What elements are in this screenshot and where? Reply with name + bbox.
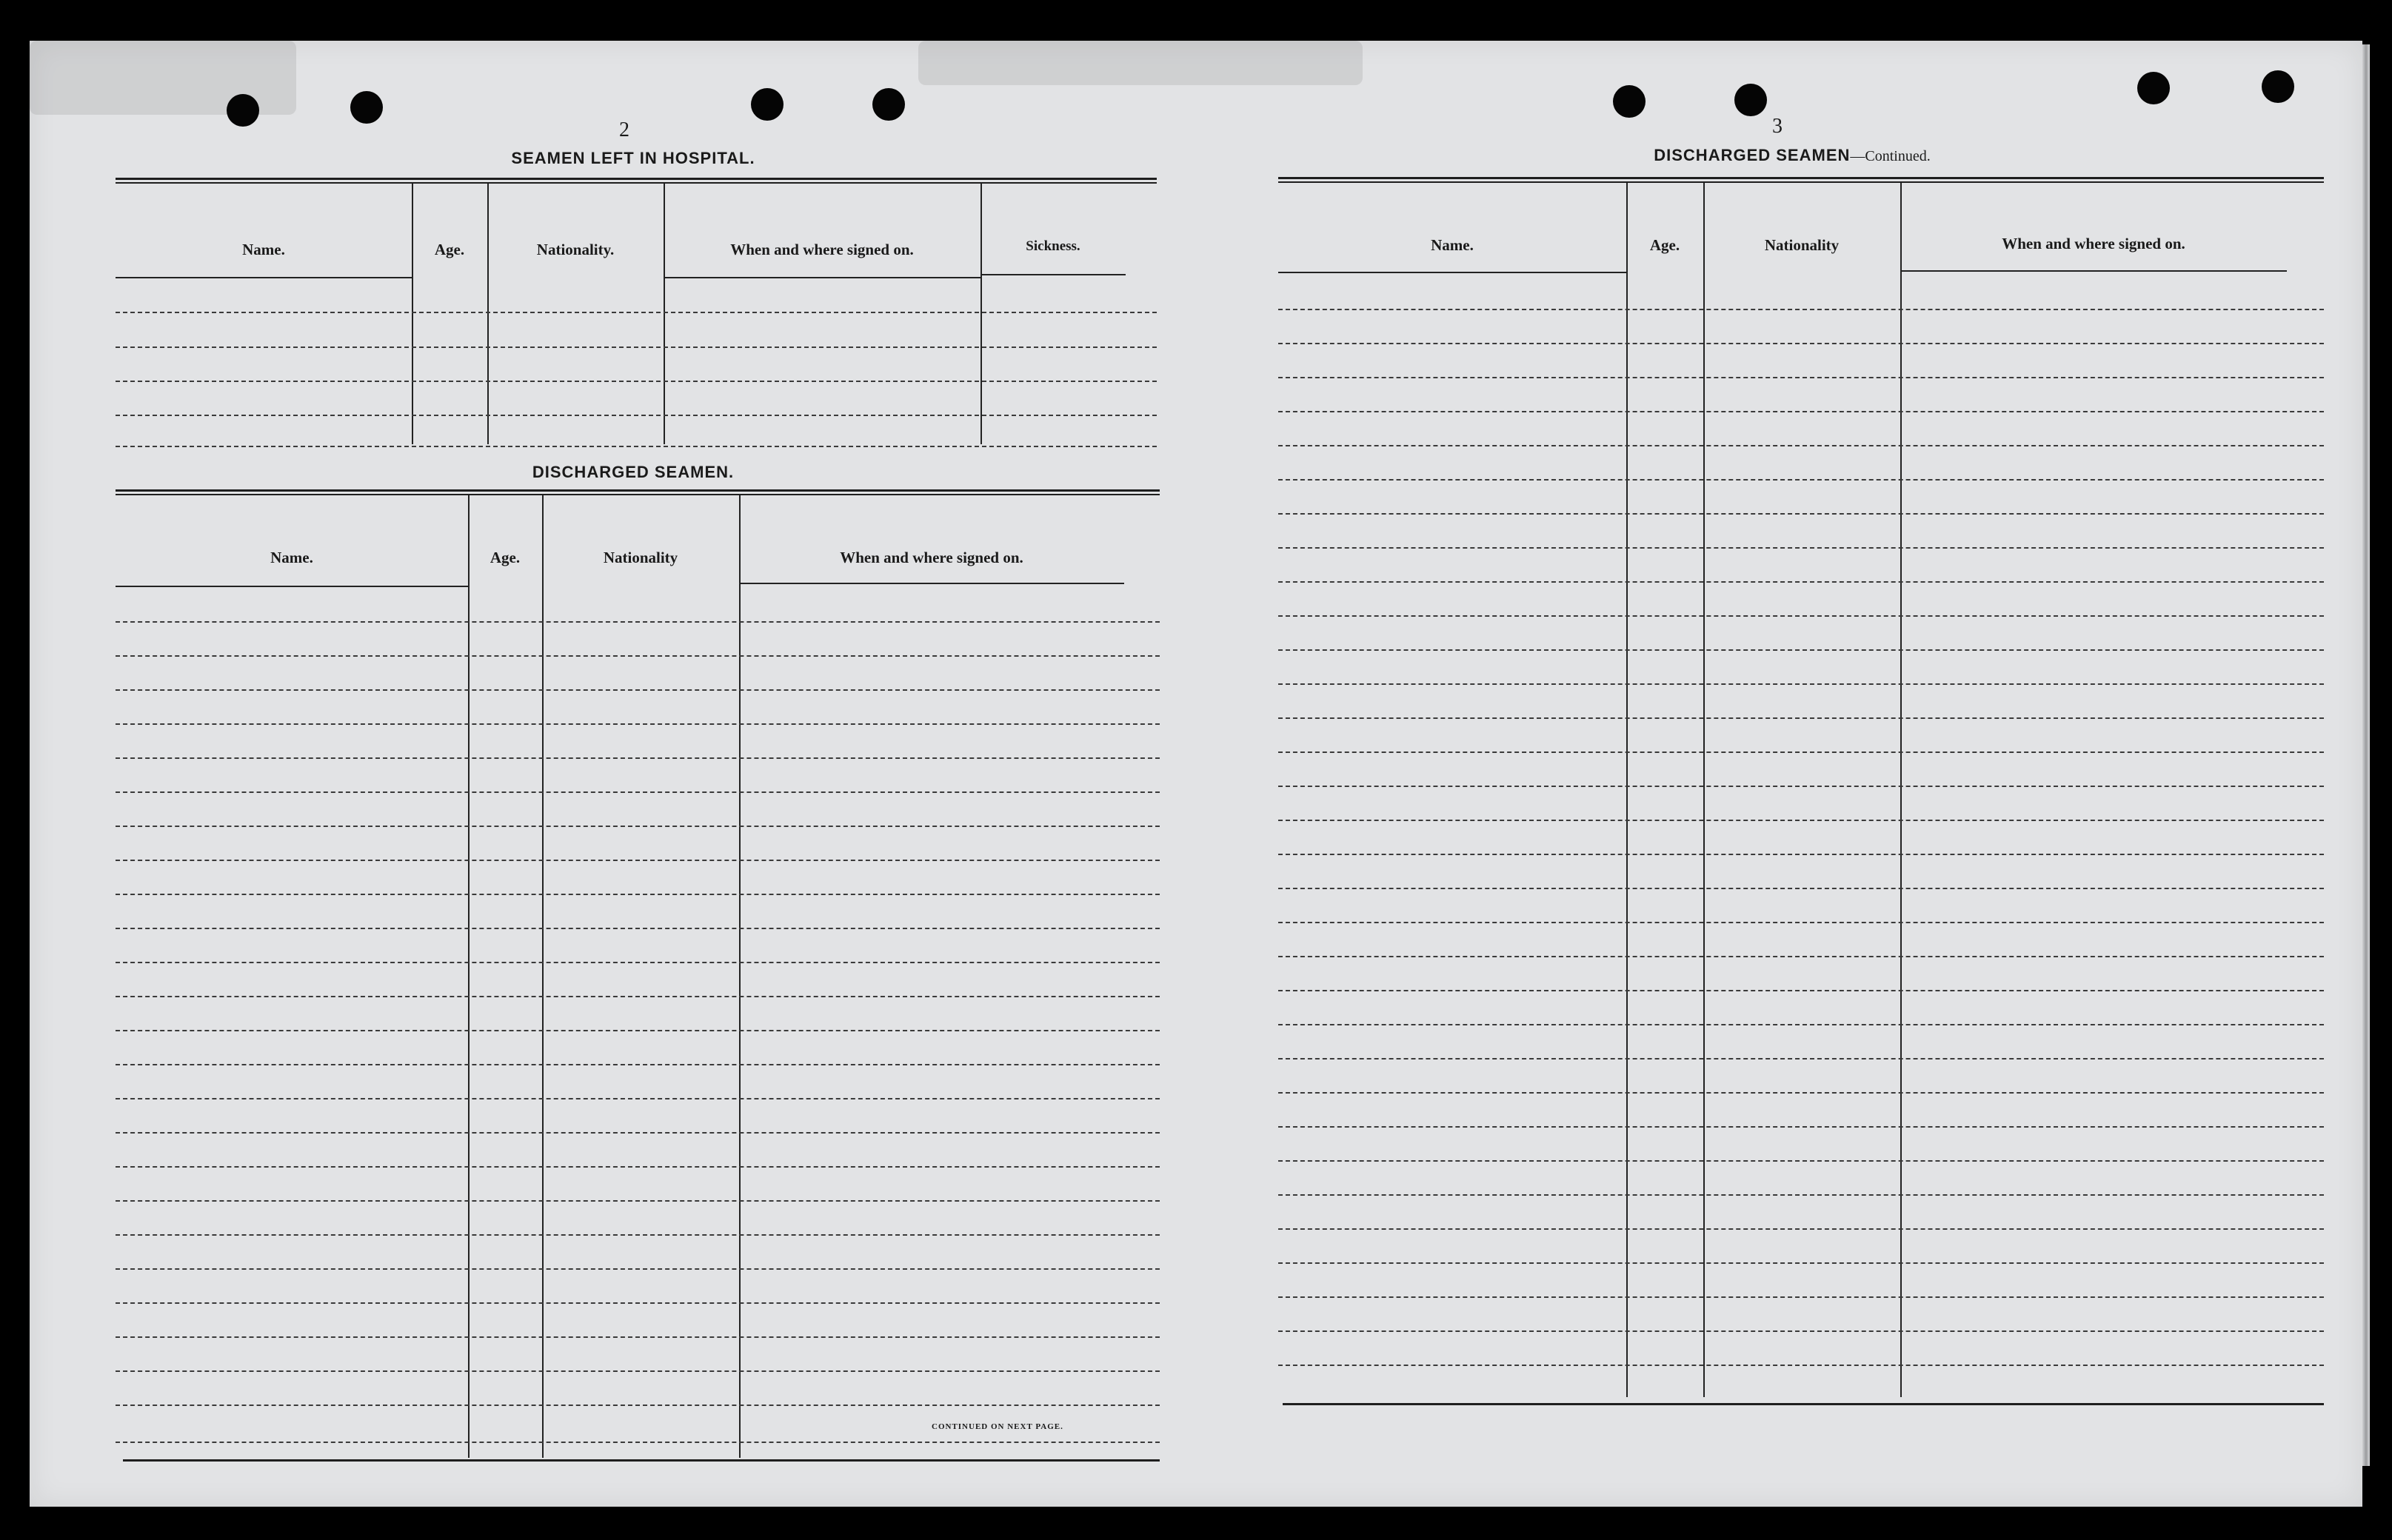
column-header-age: Age. (1649, 236, 1680, 254)
table-row (116, 1166, 1160, 1168)
table-row (116, 446, 1157, 447)
page-edge (2362, 44, 2370, 1466)
table-row (116, 826, 1160, 827)
document-sheet (30, 41, 2362, 1507)
column-header-nationality: Nationality (603, 549, 678, 566)
table-row (1278, 1330, 2324, 1332)
column-divider (487, 184, 489, 444)
table-row (116, 689, 1160, 691)
table-row (1278, 343, 2324, 344)
table-row (1278, 854, 2324, 855)
table-row (1278, 479, 2324, 481)
table-row (116, 415, 1157, 416)
discharged-continued-title-suffix: —Continued. (1850, 148, 1931, 164)
table-row (116, 655, 1160, 657)
paper-stain (918, 41, 1363, 85)
column-divider (542, 495, 544, 1458)
table-row (1278, 1058, 2324, 1059)
table-row (1278, 445, 2324, 446)
table-row (116, 860, 1160, 861)
table-bottom-rule (123, 1459, 1160, 1462)
table-row (116, 1200, 1160, 1202)
table-row (116, 1405, 1160, 1406)
punch-hole (1613, 85, 1646, 118)
table-row (116, 1268, 1160, 1270)
punch-hole (1734, 84, 1767, 116)
header-underline (116, 277, 412, 278)
table-row (116, 346, 1157, 348)
column-header-signed-on: When and where signed on. (730, 241, 914, 258)
table-row (116, 1132, 1160, 1134)
table-row (1278, 1262, 2324, 1264)
column-header-nationality: Nationality (1764, 236, 1840, 254)
column-header-name: Name. (270, 549, 313, 566)
header-underline (980, 274, 1126, 275)
punch-hole (350, 91, 383, 124)
column-header-signed-on: When and where signed on. (2002, 235, 2185, 252)
table-row (116, 1064, 1160, 1065)
table-row (1278, 309, 2324, 310)
punch-hole (872, 88, 905, 121)
table-row (1278, 581, 2324, 583)
column-divider (1900, 183, 1902, 1397)
table-row (116, 928, 1160, 929)
table-row (1278, 922, 2324, 923)
table-row (116, 757, 1160, 759)
table-row (1278, 377, 2324, 378)
table-row (1278, 1194, 2324, 1196)
column-header-sickness: Sickness. (1026, 238, 1080, 254)
table-row (1278, 717, 2324, 719)
table-row (116, 1370, 1160, 1372)
table-row (116, 962, 1160, 963)
table-row (1278, 1365, 2324, 1366)
discharged-continued-title-main: DISCHARGED SEAMEN (1654, 146, 1851, 164)
column-header-nationality: Nationality. (536, 241, 615, 258)
column-header-name: Name. (242, 241, 285, 258)
table-row (116, 723, 1160, 725)
table-row (116, 894, 1160, 895)
column-divider (664, 184, 665, 444)
table-row (1278, 751, 2324, 753)
table-row (1278, 683, 2324, 685)
table-row (116, 381, 1157, 382)
table-row (116, 1030, 1160, 1031)
hospital-section-title: SEAMEN LEFT IN HOSPITAL. (511, 149, 755, 167)
table-row (1278, 1160, 2324, 1162)
table-row (1278, 1228, 2324, 1230)
column-divider (468, 495, 470, 1458)
discharged-continued-title (1274, 146, 2311, 165)
punch-hole (227, 94, 259, 127)
table-top-rule (116, 489, 1160, 495)
punch-hole (2137, 72, 2170, 104)
table-row (116, 996, 1160, 997)
table-row (116, 1442, 1160, 1443)
column-divider (980, 184, 982, 444)
continued-footnote: CONTINUED ON NEXT PAGE. (932, 1422, 1063, 1431)
table-row (1278, 990, 2324, 991)
table-row (1278, 1092, 2324, 1094)
column-header-age: Age. (434, 241, 465, 258)
table-row (1278, 888, 2324, 889)
discharged-section-title: DISCHARGED SEAMEN. (532, 463, 735, 481)
header-underline (116, 586, 468, 587)
column-divider (1703, 183, 1705, 1397)
table-row (1278, 1024, 2324, 1025)
discharged-table (116, 489, 1160, 1467)
table-row (1278, 956, 2324, 957)
table-top-rule (1278, 177, 2324, 183)
table-row (1278, 820, 2324, 821)
table-row (116, 1302, 1160, 1304)
header-underline (1900, 270, 2287, 272)
table-row (116, 1336, 1160, 1338)
header-underline (1278, 272, 1626, 273)
discharged-continued-table (1278, 177, 2324, 1421)
column-header-age: Age. (490, 549, 521, 566)
column-divider (412, 184, 413, 444)
punch-hole (2262, 70, 2294, 103)
column-divider (739, 495, 741, 1458)
page-number-right: 3 (1772, 115, 1783, 138)
table-row (1278, 615, 2324, 617)
column-divider (1626, 183, 1628, 1397)
column-header-signed-on: When and where signed on. (840, 549, 1023, 566)
table-row (116, 1234, 1160, 1236)
table-row (116, 791, 1160, 793)
table-row (116, 621, 1160, 623)
table-row (1278, 649, 2324, 651)
table-row (1278, 513, 2324, 515)
column-header-name: Name. (1431, 236, 1474, 254)
table-row (116, 1098, 1160, 1099)
table-row (1278, 786, 2324, 787)
table-row (1278, 1126, 2324, 1128)
header-underline (739, 583, 1124, 584)
table-bottom-rule (1283, 1403, 2324, 1405)
table-row (116, 312, 1157, 313)
table-row (1278, 547, 2324, 549)
header-underline (664, 277, 980, 278)
hospital-table (116, 178, 1157, 489)
table-top-rule (116, 178, 1157, 184)
table-row (1278, 411, 2324, 412)
punch-hole (751, 88, 784, 121)
page-number-left: 2 (619, 118, 629, 141)
table-row (1278, 1296, 2324, 1298)
